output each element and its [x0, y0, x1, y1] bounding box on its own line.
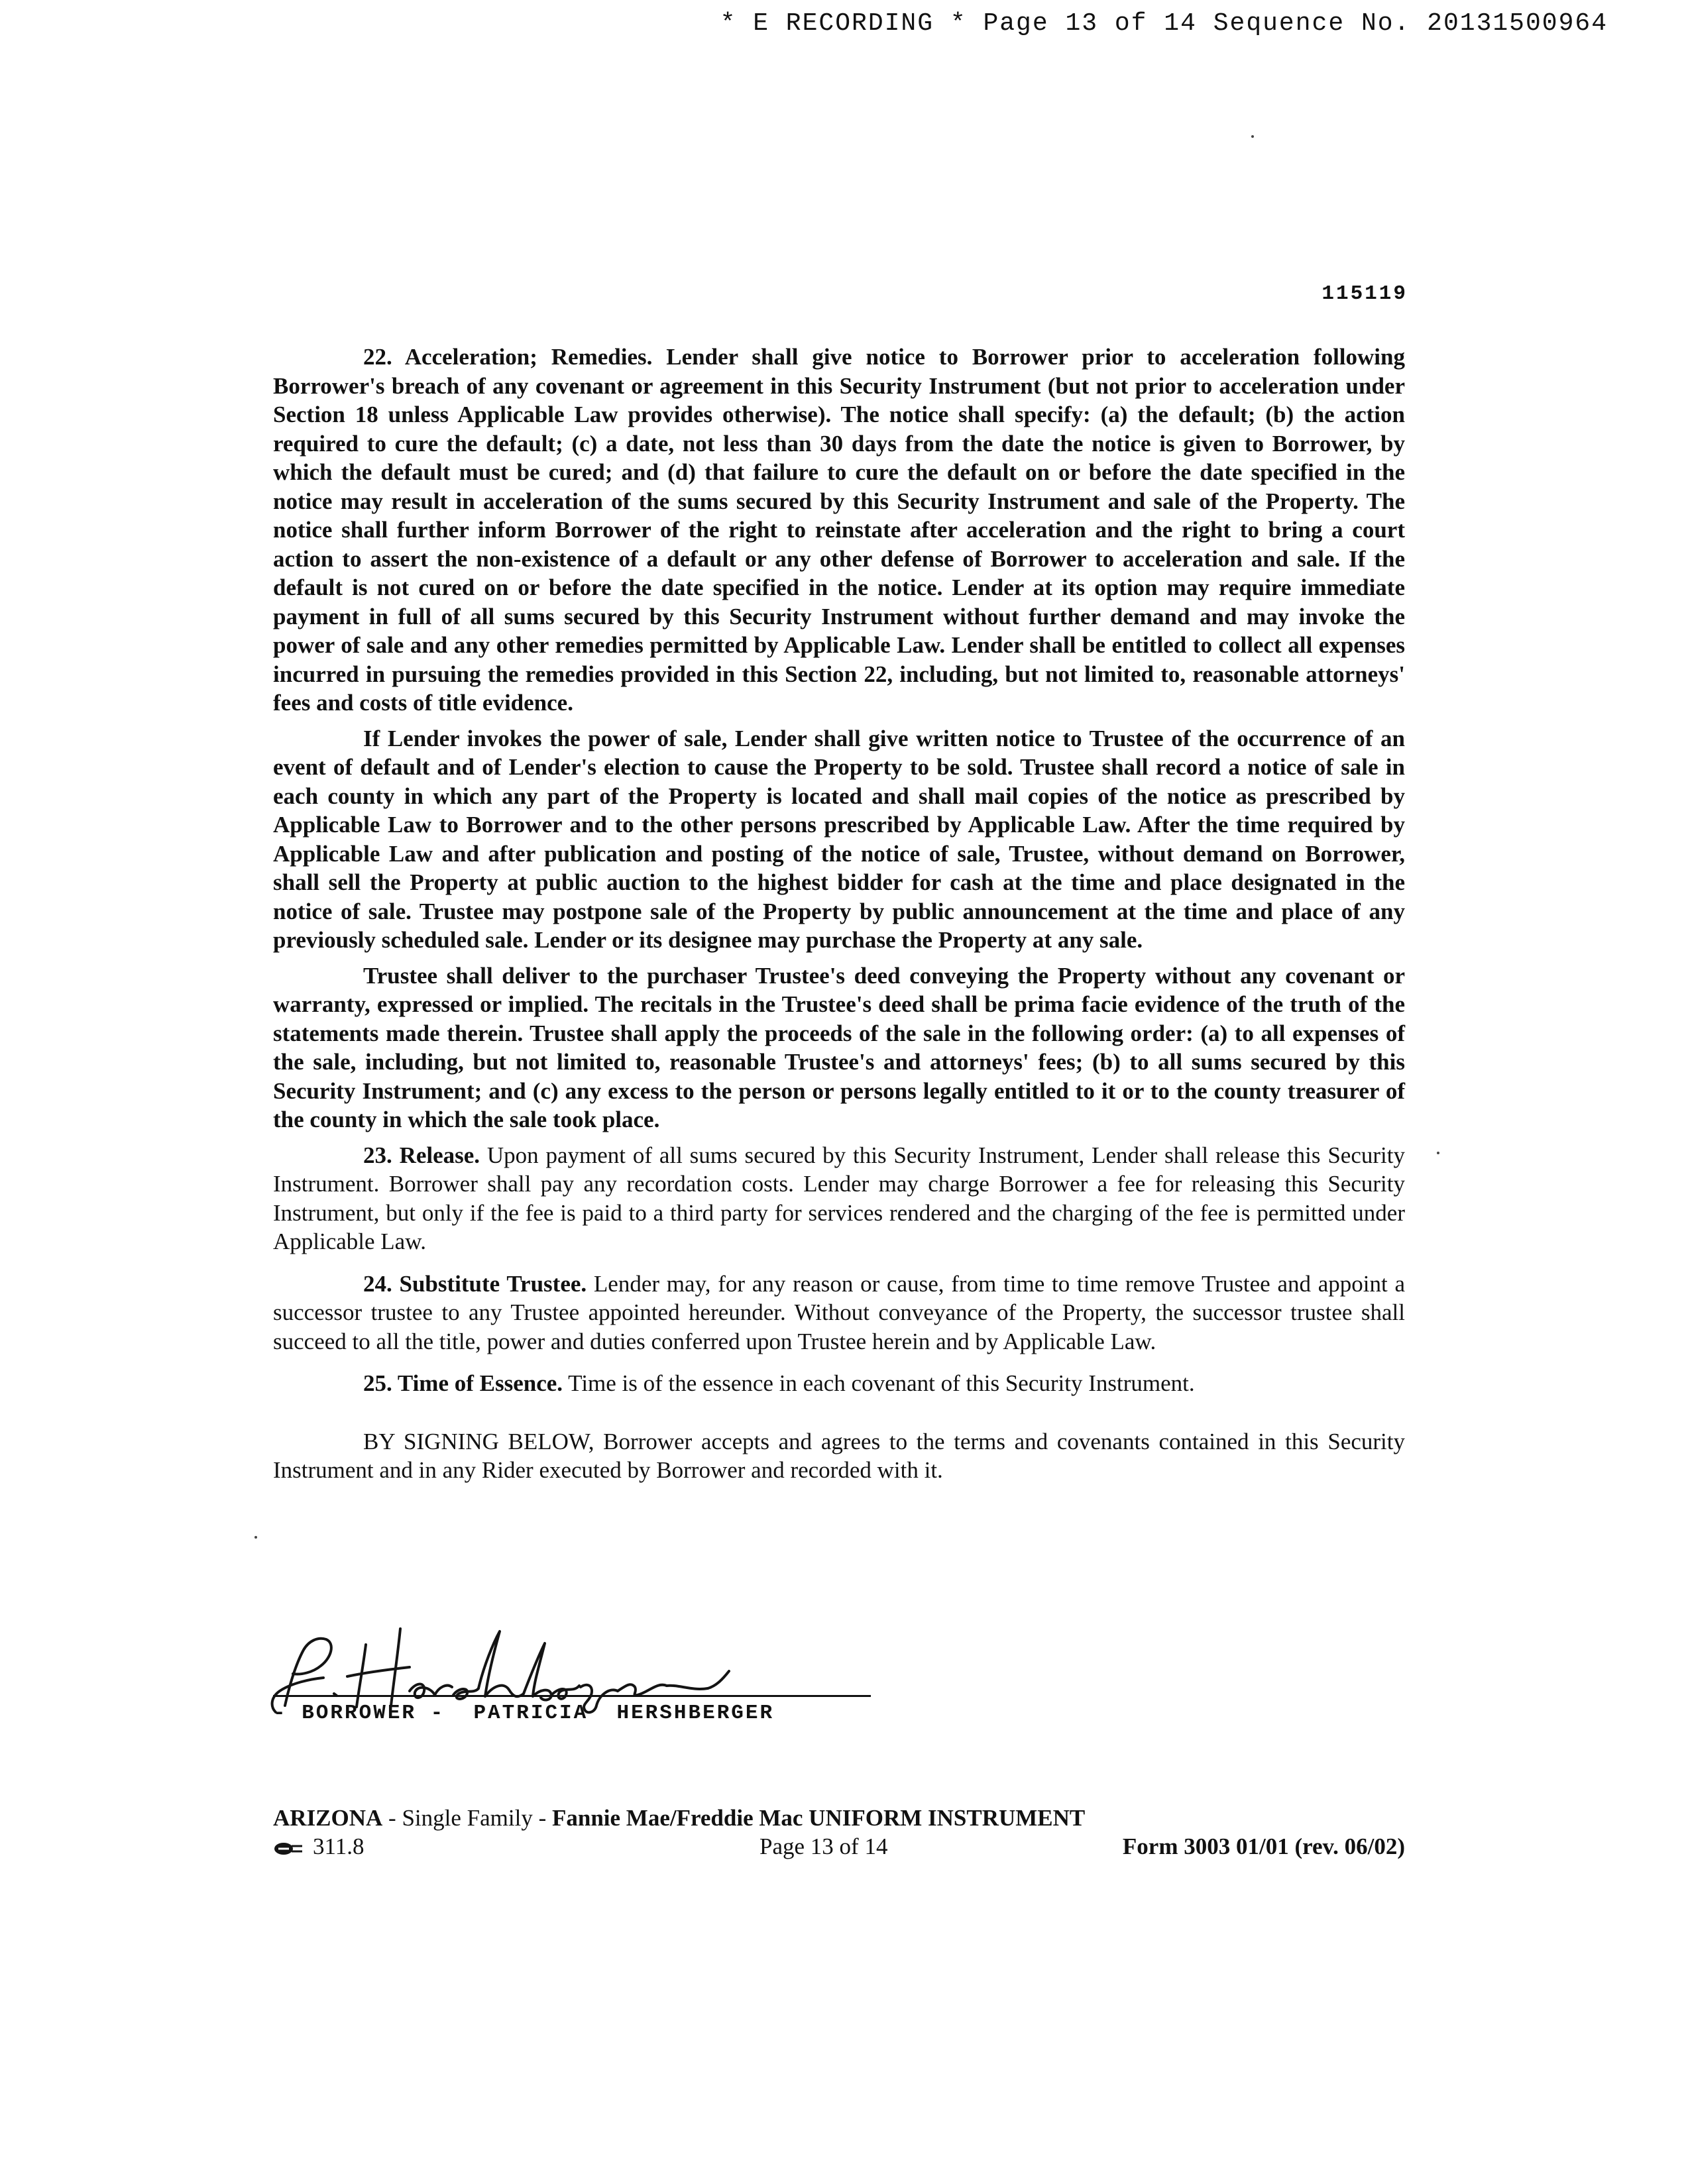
scan-speck — [254, 1536, 257, 1539]
footer-state: ARIZONA — [273, 1805, 383, 1831]
footer-separator-2: - — [532, 1805, 552, 1831]
form-info-line — [273, 1832, 1405, 1861]
section-24-heading: 24. Substitute Trustee. — [363, 1270, 587, 1297]
footer-form-number: Form 3003 01/01 (rev. 06/02) — [1122, 1833, 1405, 1859]
power-of-sale-paragraph: If Lender invokes the power of sale, Lender shall give written notice to Trustee of the occurrence of an event of default and of Lender's election to cause the Property to be sold. Trustee shall record a notice of sale in each county in which any part of the Property is located and shall mail copies of the notice as prescribed by Applicable Law to Borrower and to the other persons prescribed by Applicable Law. After the time required by Applicable Law and after publication and posting of the notice of sale, Trustee, without demand on Borrower, shall sell the Property at public auction to the highest bidder for cash at the time and place designated in the notice of sale. Trustee may postpone sale of the Property by public announcement at the time and place of any previously scheduled sale. Lender or its designee may purchase the Property at any sale. — [273, 725, 1405, 953]
handwritten-signature-icon — [260, 1613, 883, 1716]
section-22-heading: 22. Acceleration; Remedies. — [363, 344, 653, 370]
footer-instrument: Fannie Mae/Freddie Mac UNIFORM INSTRUMENT — [551, 1805, 1086, 1831]
signature-line — [273, 1695, 871, 1697]
form-title-line — [273, 1804, 1405, 1832]
trustee-deed-paragraph: Trustee shall deliver to the purchaser Trustee's deed conveying the Property without any covenant or warranty, expressed or implied. The recitals in the Trustee's deed shall be prima facie evidence of the truth of the statements made therein. Trustee shall apply the proceeds of the sale in the following order: (a) to all expenses of the sale, including, but not limited to, reasonable Trustee's and attorneys' fees; (b) to all sums secured by this Security Instrument; and (c) any excess to the person or persons legally entitled to it or to the county treasurer of the county in which the sale took place. — [273, 962, 1405, 1132]
section-23-heading: 23. Release. — [363, 1142, 480, 1168]
document-body — [273, 343, 1405, 1485]
section-23-text: Upon payment of all sums secured by this Security Instrument, Lender shall release this Security Instrument. Borrower shall pay any recordation costs. Lender may charge Borrower a fee for releasing this Security Instrument, but only if the fee is paid to a third party for services rendered and the charging of the fee is permitted under Applicable Law. — [273, 1142, 1405, 1254]
signing-statement: BY SIGNING BELOW, Borrower accepts and agrees to the terms and covenants contained in this Security Instrument and in any Rider executed by Borrower and recorded with it. — [273, 1428, 1405, 1483]
scan-speck — [1437, 1152, 1439, 1154]
footer-separator-1: - — [382, 1805, 402, 1831]
recording-header: * E RECORDING * Page 13 of 14 Sequence No. 20131500964 — [720, 9, 1608, 38]
borrower-name-label: - BORROWER - PATRICIA HERSHBERGER — [273, 1702, 775, 1725]
section-23-paragraph — [273, 1141, 1405, 1256]
form-vendor-logo-icon — [273, 1841, 304, 1856]
section-25-text: Time is of the essence in each covenant of this Security Instrument. — [563, 1370, 1195, 1396]
scan-speck — [1251, 135, 1254, 138]
section-24-text: Lender may, for any reason or cause, from time to time remove Trustee and appoint a successor trustee to any Trustee appointed hereunder. Without conveyance of the Property, the successor trustee shall succeed to all the title, power and duties conferred upon Trustee herein and by Applicable Law. — [273, 1270, 1405, 1354]
footer-family: Single Family — [402, 1805, 533, 1831]
form-code — [273, 1832, 364, 1861]
section-22-text: Lender shall give notice to Borrower prior to acceleration following Borrower's breach of any covenant or agreement in this Security Instrument (but not prior to acceleration under Section 18 unless Applicable Law provides otherwise). The notice shall specify: (a) the default; (b) the action required to cure the default; (c) a date, not less than 30 days from the date the notice is given to Borrower, by which the default must be cured; and (d) that failure to cure the default on or before the date specified in the notice may result in acceleration of the sums secured by this Security Instrument and sale of the Property. The notice shall further inform Borrower of the right to reinstate after acceleration and the right to bring a court action to assert the non-existence of a default or any other defense of Borrower to acceleration and sale. If the default is not cured on or before the date specified in the notice. Lender at its option may require immediate payment in full of all sums secured by this Security Instrument without further demand and may invoke the power of sale and any other remedies permitted by Applicable Law. Lender shall be entitled to collect all expenses incurred in pursuing the remedies provided in this Section 22, including, but not limited to, reasonable attorneys' fees and costs of title evidence. — [273, 344, 1405, 716]
section-25-paragraph — [273, 1369, 1405, 1398]
loan-number: 115119 — [1321, 282, 1408, 305]
footer-page-number: Page 13 of 14 — [759, 1833, 888, 1859]
form-code-text: 311.8 — [313, 1833, 365, 1859]
section-25-heading: 25. Time of Essence. — [363, 1370, 563, 1396]
section-24-paragraph — [273, 1270, 1405, 1356]
form-footer — [273, 1804, 1405, 1861]
section-22-paragraph — [273, 343, 1405, 718]
